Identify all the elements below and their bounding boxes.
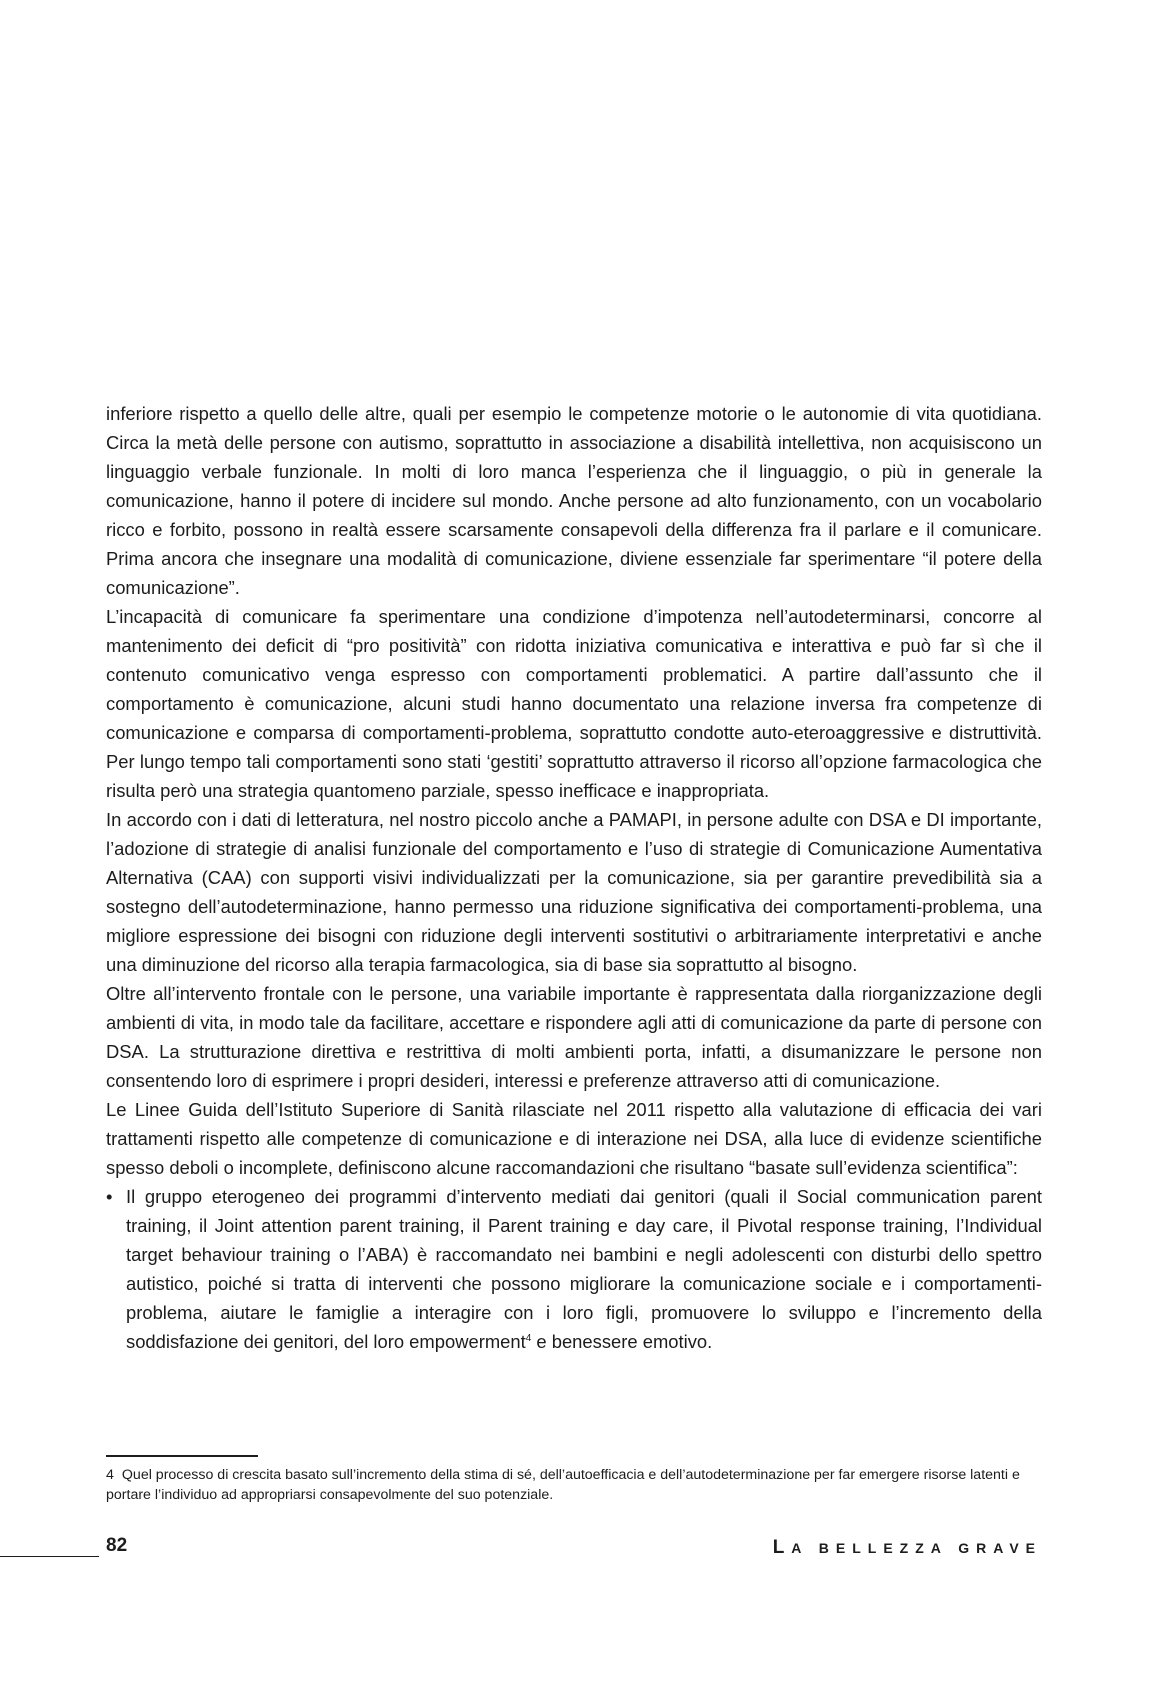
list-item-text: Il gruppo eterogeneo dei programmi d’intervento mediati dai genitori (quali il Social communication parent training, il Joint attention parent training, il Parent training e day care, il Pivotal response training, l’Individual target behaviour training o l’ABA) è raccomandato nei bambini e negli adolescenti con disturbi dello spettro autistico, poiché si tratta di interventi che possono migliorare la comunicazione sociale e i comportamenti-problema, aiutare le famiglie a interagire con i loro figli, promuovere lo sviluppo e l’incremento della soddisfazione dei genitori, del loro empowerment [126,1186,1042,1352]
paragraph-4: Oltre all’intervento frontale con le persone, una variabile importante è rappresentata dalla riorganizzazione degli ambienti di vita, in modo tale da facilitare, accettare e rispondere agli atti di comunicazione da parte di persone con DSA. La strutturazione direttiva e restrittiva di molti ambienti porta, infatti, a disumanizzare le persone non consentendo loro di esprimere i propri desideri, interessi e preferenze attraverso atti di comunicazione. [106,983,1042,1091]
paragraph-5: Le Linee Guida dell’Istituto Superiore di Sanità rilasciate nel 2011 rispetto alla valutazione di efficacia dei vari trattamenti rispetto alle competenze di comunicazione e di interazione nei DSA, alla luce di evidenze scientifiche spesso deboli o incomplete, definiscono alcune raccomandazioni che risultano “basate sull’evidenza scientifica”: [106,1099,1042,1178]
running-title-rest: A BELLEZZA GRAVE [791,1540,1042,1556]
paragraph-1: inferiore rispetto a quello delle altre, quali per esempio le competenze motorie o le autonomie di vita quotidiana. Circa la metà delle persone con autismo, soprattutto in associazione a disabilità intellettiva, non acquisiscono un linguaggio verbale funzionale. In molti di loro manca l’esperienza che il linguaggio, o più in generale la comunicazione, hanno il potere di incidere sul mondo. Anche persone ad alto funzionamento, con un vocabolario ricco e forbito, possono in realtà essere scarsamente consapevoli della differenza fra il parlare e il comunicare. Prima ancora che insegnare una modalità di comunicazione, diviene essenziale far sperimentare “il potere della comunicazione”. [106,403,1042,598]
list-item-text-tail: e benessere emotivo. [531,1331,713,1352]
paragraph-3: In accordo con i dati di letteratura, nel nostro piccolo anche a PAMAPI, in persone adulte con DSA e DI importante, l’adozione di strategie di analisi funzionale del comportamento e l’uso di strategie di Comunicazione Aumentativa Alternativa (CAA) con supporti visivi individualizzati per la comunicazione, sia per garantire prevedibilità sia a sostegno dell’autodeterminazione, hanno permesso una riduzione significativa dei comportamenti-problema, una migliore espressione dei bisogni con riduzione degli interventi sostitutivi o arbitrariamente interpretativi e anche una diminuzione del ricorso alla terapia farmacologica, sia di base sia soprattutto al bisogno. [106,809,1042,975]
list-item [106,1182,1042,1356]
main-text [106,399,1042,1356]
bullet-icon: • [106,1186,113,1207]
footnote [106,1465,1042,1505]
footnote-divider [106,1455,258,1457]
page-number: 82 [106,1535,128,1556]
footnote-text: Quel processo di crescita basato sull’incremento della stima di sé, dell’autoefficacia e dell’autodeterminazione per far emergere risorse latenti e portare l’individuo ad appropriarsi consapevolmente del suo potenziale. [106,1467,1020,1503]
recommendations-list [106,1182,1042,1356]
running-title [773,1537,1042,1559]
footnote-reference: 4 [525,1333,532,1344]
footnote-number: 4 [106,1467,114,1483]
paragraph-2: L’incapacità di comunicare fa sperimentare una condizione d’impotenza nell’autodeterminarsi, concorre al mantenimento dei deficit di “pro positività” con ridotta iniziativa comunicativa e interattiva e può far sì che il contenuto comunicativo venga espresso con comportamenti problematici. A partire dall’assunto che il comportamento è comunicazione, alcuni studi hanno documentato una relazione inversa fra competenze di comunicazione e comparsa di comportamenti-problema, soprattutto condotte auto-eteroaggressive e distruttività. Per lungo tempo tali comportamenti sono stati ‘gestiti’ soprattutto attraverso il ricorso all’opzione farmacologica che risulta però una strategia quantomeno parziale, spesso inefficace e inappropriata. [106,606,1042,801]
footer-divider [0,1556,99,1557]
running-title-initial: L [772,1537,792,1558]
